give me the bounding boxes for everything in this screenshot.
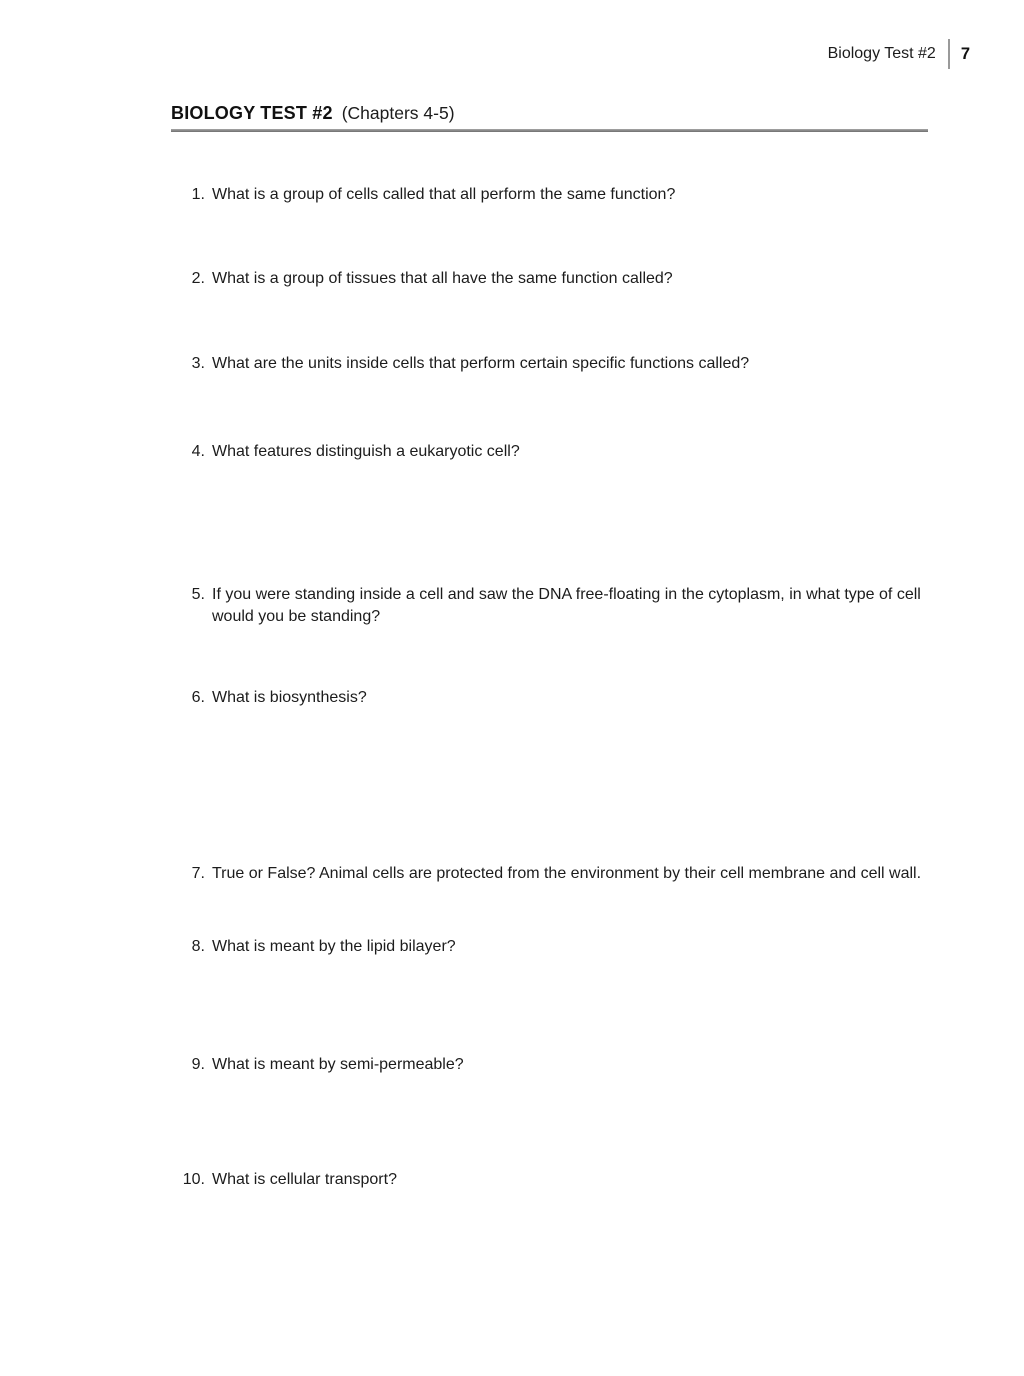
question-item-8 [0,936,925,958]
question-number: 7. [191,865,205,882]
question-item-7 [0,863,925,885]
question-text: What is meant by semi-permeable? [212,1056,464,1073]
question-number: 3. [191,355,205,372]
question-item-10 [0,1169,925,1191]
page-number: 7 [960,44,970,63]
question-number: 10. [182,1171,205,1188]
question-number: 4. [191,443,205,460]
running-header-title: Biology Test #2 [827,45,936,62]
question-text: What is cellular transport? [212,1171,397,1188]
question-number: 9. [191,1056,205,1073]
question-number: 8. [191,938,205,955]
question-text: What is meant by the lipid bilayer? [212,938,456,955]
question-item-4 [0,441,925,463]
running-header [828,38,970,70]
title-rule [171,129,928,132]
question-text: What features distinguish a eukaryotic cell? [212,443,520,460]
question-text: What is a group of cells called that all perform the same function? [212,186,676,203]
question-number: 2. [191,270,205,287]
section-title-main: BIOLOGY TEST #2 [171,103,333,123]
question-item-1 [0,184,925,206]
header-separator [948,39,950,69]
section-title-subtitle: (Chapters 4-5) [341,103,455,123]
question-number: 1. [191,186,205,203]
question-item-5 [0,584,925,628]
question-text: True or False? Animal cells are protected from the environment by their cell membrane and cell wall. [212,865,922,882]
question-text: What are the units inside cells that perform certain specific functions called? [212,355,750,372]
question-item-9 [0,1054,925,1076]
question-text: If you were standing inside a cell and saw the DNA free-floating in the cytoplasm, in what type of cell would you be standing? [212,586,921,625]
question-text: What is biosynthesis? [212,689,367,706]
question-number: 6. [191,689,205,706]
question-item-2 [0,268,925,290]
question-text: What is a group of tissues that all have the same function called? [212,270,673,287]
section-title [171,103,455,124]
question-number: 5. [191,586,205,603]
question-item-6 [0,687,925,709]
question-item-3 [0,353,925,375]
